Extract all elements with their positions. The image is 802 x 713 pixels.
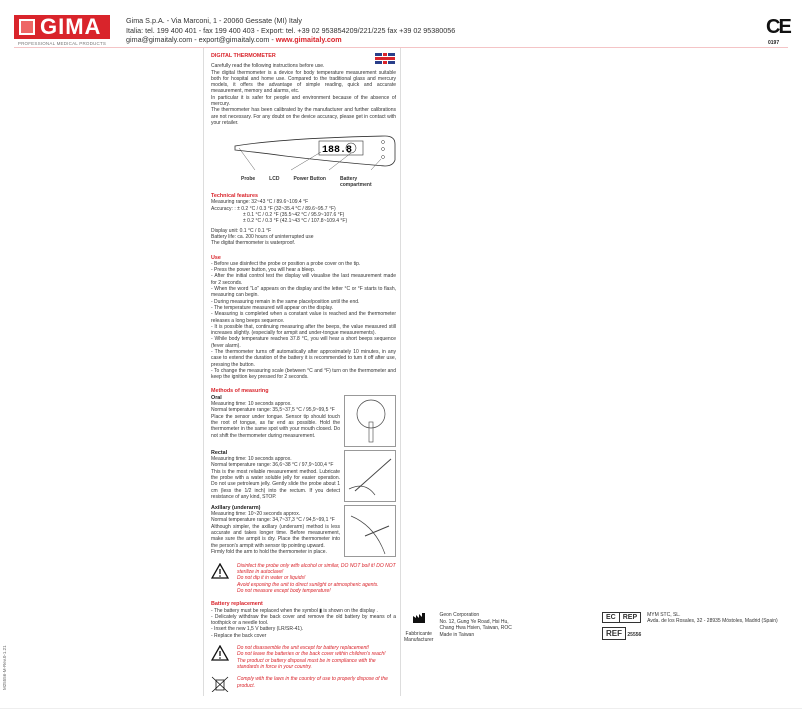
- intro-p: Carefully read the following instructions before use.: [211, 63, 325, 70]
- warning-line: Do not measure except body temperature!: [237, 587, 331, 594]
- warning-line: Avoid exposing the unit to direct sunlight or atmospheric agents.: [237, 581, 379, 588]
- header-divider: [14, 47, 788, 48]
- method-line: Measuring time: 10 seconds approx.: [211, 401, 292, 408]
- technical-features: [211, 199, 396, 246]
- methods-heading: Methods of measuring: [211, 388, 269, 395]
- oral-illustration: [344, 395, 396, 447]
- intro-p: The digital thermometer is a device for body temperature measurement suitable both for hospital and home use. Compared to the traditional glass and mercury models, it offers the advantage of simple reading, quick and accurate measurement, memory and alarms, etc.: [211, 69, 396, 95]
- intro-p: In particular it is safer for people and environment because of the absence of mercury.: [211, 94, 396, 108]
- rectal-illustration: [344, 450, 396, 502]
- warning-icon: [211, 563, 229, 579]
- warning-line: Do not disassemble the unit except for battery replacement!: [237, 645, 370, 652]
- thermometer-diagram: [225, 132, 405, 172]
- footer-divider: [0, 708, 802, 709]
- ce-number: 0197: [768, 40, 780, 46]
- use-item: - After the initial control test the display will visualise the last measurement made for 2 seconds.: [211, 273, 396, 286]
- warning-line: Do not dip it in water or liquids!: [237, 575, 306, 582]
- disposal-text: Comply with the laws in the country of use to properly dispose of the product.: [237, 676, 388, 689]
- axillary-illustration: [344, 505, 396, 557]
- use-item: - It is possible that, continuing measuring after the beeps, the value measured still increases slightly. (especially for armpit and under-tongue measurements).: [211, 323, 396, 337]
- label-lcd: LCD: [269, 175, 280, 182]
- use-list: [211, 261, 396, 381]
- label-power-button: Power Button: [293, 175, 326, 182]
- method-line: Normal temperature range: 35,5~37,5 °C / 95,9~99,5 °F: [211, 407, 335, 414]
- method-axillary: [211, 505, 396, 557]
- label-battery: Battery compartment: [339, 175, 372, 188]
- warning-disinfect: [211, 563, 396, 594]
- manufacturer-label: Manufacturer: [404, 637, 434, 643]
- tech-line: ± 0.1 °C / 0.2 °F (35.5~42 °C / 95.9~107.6 °F): [243, 212, 345, 219]
- rep-badge: REP: [620, 612, 641, 623]
- warning-line: Disinfect the probe only with alcohol or similar, DO NOT boil it! DO NOT sterilize in autoclave!: [237, 562, 396, 576]
- use-item: - Before use disinfect the probe or position a probe cover on the tip.: [211, 260, 361, 267]
- tech-line: Measuring range: 32~43 °C / 89.6~109.4 °F: [211, 199, 309, 206]
- technical-heading: Technical features: [211, 193, 258, 200]
- battery-list: [211, 608, 396, 639]
- phone-line: Italia: tel. 199 400 401 - fax 199 400 403 - Export: tel. +39 02 953854209/221/225 fax +39 02 95380056: [126, 25, 456, 35]
- disposal-notice: [211, 676, 396, 692]
- method-line: Normal temperature range: 34,7~37,3 °C / 94,5~99,1 °F: [211, 517, 335, 524]
- ec-rep-line: MYM STC, SL.: [647, 612, 681, 618]
- method-rectal: [211, 450, 396, 502]
- crossed-bin-icon: [211, 676, 229, 692]
- method-line: Measuring time: 10 seconds approx.: [211, 456, 292, 463]
- intro: [211, 63, 396, 126]
- method-line: This is the most reliable measurement method. Lubricate the probe with a water soluble jelly for easier operation. Do not use petroleum jelly. Gently slide the probe about 1 cm (less the 1/2 inch) into the rectum. If you detect resistance of any kind, STOP.: [211, 468, 340, 500]
- battery-item: - Delicately withdraw the back cover and remove the old battery by means of a toothpick or a needle tool.: [211, 613, 396, 627]
- website-link[interactable]: www.gimaitaly.com: [275, 35, 342, 44]
- use-item: - The thermometer turns off automatically after approximately 10 minutes, in any case to extend the duration of the battery it is recommended to turn it off after use, pressing the button.: [211, 348, 396, 368]
- use-item: - To change the measuring scale (between °C and °F) turn on the thermometer and keep the ignition key pressed for 2 seconds.: [211, 367, 396, 381]
- method-line: Firmly fold the arm to hold the thermometer in place.: [211, 548, 327, 555]
- ec-rep-line: Avda. de los Rosales, 32 - 28935 Móstoles, Madrid (Spain): [647, 618, 778, 624]
- company-address: [126, 16, 455, 45]
- lcd-display: 188.8: [322, 145, 353, 157]
- tech-line: Battery life: ca. 200 hours of uninterrupted use: [211, 233, 314, 240]
- manufacturer-icon: [412, 612, 426, 624]
- uk-flag-icon: [375, 53, 395, 64]
- mfr-line: Made in Taiwan: [439, 631, 475, 638]
- instruction-column: [203, 48, 401, 696]
- method-name: Oral: [211, 394, 222, 401]
- ref-badge: REF: [602, 627, 626, 640]
- warning-icon: [211, 645, 229, 661]
- use-item: - During measuring remain in the same place/position until the end.: [211, 298, 360, 305]
- battery-item: - The battery must be replaced when the symbol ▮ is shown on the display .: [211, 607, 378, 614]
- method-name: Axillary (underarm): [211, 504, 261, 511]
- use-item: - While body temperature reaches 37.8 °C, you will hear a short beeps sequence (fever alarm).: [211, 336, 396, 349]
- logo-subtitle: PROFESSIONAL MEDICAL PRODUCTS: [17, 41, 107, 46]
- document-code: M25556-M-Rev.0-1.21: [2, 645, 7, 690]
- diagram-labels: [241, 176, 396, 189]
- battery-heading: Battery replacement: [211, 601, 263, 608]
- battery-item: - Replace the back cover: [211, 632, 267, 639]
- mfr-line: Chang Hwa Hsien, Taiwan, ROC: [439, 625, 512, 631]
- address-line: Gima S.p.A. - Via Marconi, 1 - 20060 Gessate (MI) Italy: [126, 16, 303, 25]
- use-item: - When the word "Lo" appears on the display and the letter °C or °F starts to flash, measuring can begin.: [211, 286, 396, 299]
- warning-line: The product or battery disposal must be in compliance with the standards in force in your country.: [237, 657, 376, 670]
- tech-line: ± 0.2 °C / 0.3 °F (42.1~43 °C / 107.8~109.4 °F): [243, 218, 348, 225]
- ref-number: 25556: [627, 632, 642, 638]
- label-probe: Probe: [241, 175, 256, 182]
- emails: gima@gimaitaly.com - export@gimaitaly.com -: [126, 35, 276, 44]
- use-item: - Measuring is completed when a constant value is reached and the thermometer releases a long beeps sequence.: [211, 311, 396, 324]
- intro-p: The thermometer has been calibrated by the manufacturer and further calibrations are not necessary. For any doubt on the device accuracy, please get in contact with your retailer.: [211, 107, 396, 126]
- method-line: Although simpler, the axillary (underarm) method is less accurate and takes longer time. Before measurement, make sure the armpit is dry. Place the thermometer into the person's armpit with sensor tip pointing upward.: [211, 523, 340, 549]
- tech-line: Display unit: 0.1 °C / 0.1 °F: [211, 227, 272, 234]
- ec-rep-info: [602, 612, 778, 640]
- doc-title: DIGITAL THERMOMETER: [211, 53, 276, 59]
- battery-item: - Insert the new 1,5 V battery (LR/SR-41).: [211, 626, 304, 633]
- ce-mark: CE: [766, 16, 790, 38]
- tech-line: Accuracy: : ± 0.2 °C / 0.3 °F (32~35.4 °C / 89.6~95.7 °F): [211, 205, 336, 212]
- use-item: - Press the power button, you will hear a bleep.: [211, 267, 316, 274]
- use-heading: Use: [211, 254, 221, 261]
- warning-line: Do not leave the batteries or the back cover within children's reach!: [237, 651, 386, 658]
- warning-battery: [211, 645, 396, 670]
- method-name: Rectal: [211, 449, 228, 456]
- method-oral: [211, 395, 396, 447]
- logo-text: GIMA: [40, 14, 102, 39]
- mfr-line: No. 12, Gung Ye Road, Hsi Hu,: [439, 618, 509, 625]
- use-item: - The temperature measured will appear on the display.: [211, 304, 334, 311]
- method-line: Place the sensor under tongue. Sensor tip should touch the root of tongue, as far end as possible. Hold the thermometer in the same spot with your mouth closed. Do not shift the thermometer during measurement.: [211, 413, 340, 439]
- gima-logo: [14, 15, 110, 46]
- mfr-line: Geon Corporation: [439, 612, 480, 618]
- fabbricante-label: Fabbricante: [405, 630, 432, 637]
- ec-badge: EC: [602, 612, 620, 623]
- tech-line: The digital thermometer is waterproof.: [211, 240, 296, 247]
- method-line: Normal temperature range: 36,6~38 °C / 97,9~100,4 °F: [211, 462, 334, 469]
- manufacturer-info: [404, 612, 512, 644]
- method-line: Measuring time: 10~20 seconds approx.: [211, 511, 301, 518]
